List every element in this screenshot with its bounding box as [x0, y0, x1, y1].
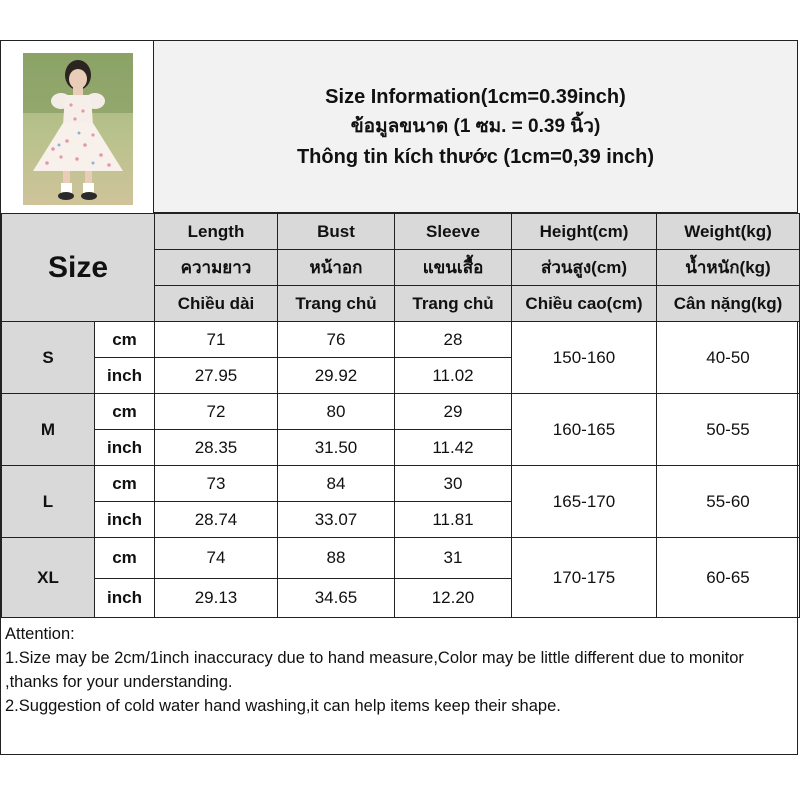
unit-cm: cm: [95, 466, 155, 502]
length-cell: 71: [155, 322, 278, 358]
weight-cell: 60-65: [657, 538, 800, 618]
bust-cell: 31.50: [278, 430, 395, 466]
height-cell: 160-165: [512, 394, 657, 466]
attention-heading: Attention:: [5, 625, 75, 643]
length-cell: 73: [155, 466, 278, 502]
bust-cell: 80: [278, 394, 395, 430]
bust-cell: 33.07: [278, 502, 395, 538]
height-cell: 150-160: [512, 322, 657, 394]
header-weight-vi: Cân nặng(kg): [657, 286, 800, 322]
attention-note-2: 2.Suggestion of cold water hand washing,it can help items keep their shape.: [5, 697, 561, 715]
header-bust-th: หน้าอก: [278, 250, 395, 286]
header-sleeve-th: แขนเสื้อ: [395, 250, 512, 286]
sleeve-cell: 31: [395, 538, 512, 579]
title-english: Size Information(1cm=0.39inch): [325, 85, 626, 108]
unit-cm: cm: [95, 394, 155, 430]
unit-inch: inch: [95, 502, 155, 538]
header-height-th: ส่วนสูง(cm): [512, 250, 657, 286]
product-photo: [1, 41, 154, 213]
bust-cell: 84: [278, 466, 395, 502]
header-bust-en: Bust: [278, 214, 395, 250]
sleeve-cell: 11.02: [395, 358, 512, 394]
weight-cell: 55-60: [657, 466, 800, 538]
unit-inch: inch: [95, 430, 155, 466]
bust-cell: 29.92: [278, 358, 395, 394]
header-weight-th: น้ำหนัก(kg): [657, 250, 800, 286]
header-bust-vi: Trang chủ: [278, 286, 395, 322]
size-label-l: L: [2, 466, 95, 538]
bust-cell: 34.65: [278, 579, 395, 618]
unit-cm: cm: [95, 322, 155, 358]
header-sleeve-vi: Trang chủ: [395, 286, 512, 322]
attention-notes: [0, 617, 798, 722]
size-information-title: [154, 41, 797, 213]
model-dress-image: [23, 53, 133, 205]
sleeve-cell: 11.81: [395, 502, 512, 538]
sleeve-cell: 12.20: [395, 579, 512, 618]
sleeve-cell: 30: [395, 466, 512, 502]
sleeve-cell: 29: [395, 394, 512, 430]
header-weight-en: Weight(kg): [657, 214, 800, 250]
length-cell: 74: [155, 538, 278, 579]
length-cell: 27.95: [155, 358, 278, 394]
unit-cm: cm: [95, 538, 155, 579]
size-label-m: M: [2, 394, 95, 466]
header-height-en: Height(cm): [512, 214, 657, 250]
header-height-vi: Chiều cao(cm): [512, 286, 657, 322]
attention-note-1: 1.Size may be 2cm/1inch inaccuracy due to hand measure,Color may be little different due to monitor ,thanks for your understanding.: [5, 649, 744, 691]
unit-inch: inch: [95, 579, 155, 618]
title-thai: ข้อมูลขนาด (1 ซม. = 0.39 นิ้ว): [350, 115, 601, 137]
size-label-xl: XL: [2, 538, 95, 618]
length-cell: 72: [155, 394, 278, 430]
height-cell: 165-170: [512, 466, 657, 538]
height-cell: 170-175: [512, 538, 657, 618]
title-vietnamese: Thông tin kích thước (1cm=0,39 inch): [296, 145, 655, 168]
header-length-en: Length: [155, 214, 278, 250]
size-column-header: Size: [2, 214, 155, 322]
bust-cell: 76: [278, 322, 395, 358]
length-cell: 28.35: [155, 430, 278, 466]
header-sleeve-en: Sleeve: [395, 214, 512, 250]
bust-cell: 88: [278, 538, 395, 579]
size-table: [1, 213, 800, 618]
length-cell: 28.74: [155, 502, 278, 538]
sleeve-cell: 28: [395, 322, 512, 358]
length-cell: 29.13: [155, 579, 278, 618]
size-label-s: S: [2, 322, 95, 394]
unit-inch: inch: [95, 358, 155, 394]
weight-cell: 40-50: [657, 322, 800, 394]
sleeve-cell: 11.42: [395, 430, 512, 466]
header-length-vi: Chiều dài: [155, 286, 278, 322]
weight-cell: 50-55: [657, 394, 800, 466]
header-length-th: ความยาว: [155, 250, 278, 286]
